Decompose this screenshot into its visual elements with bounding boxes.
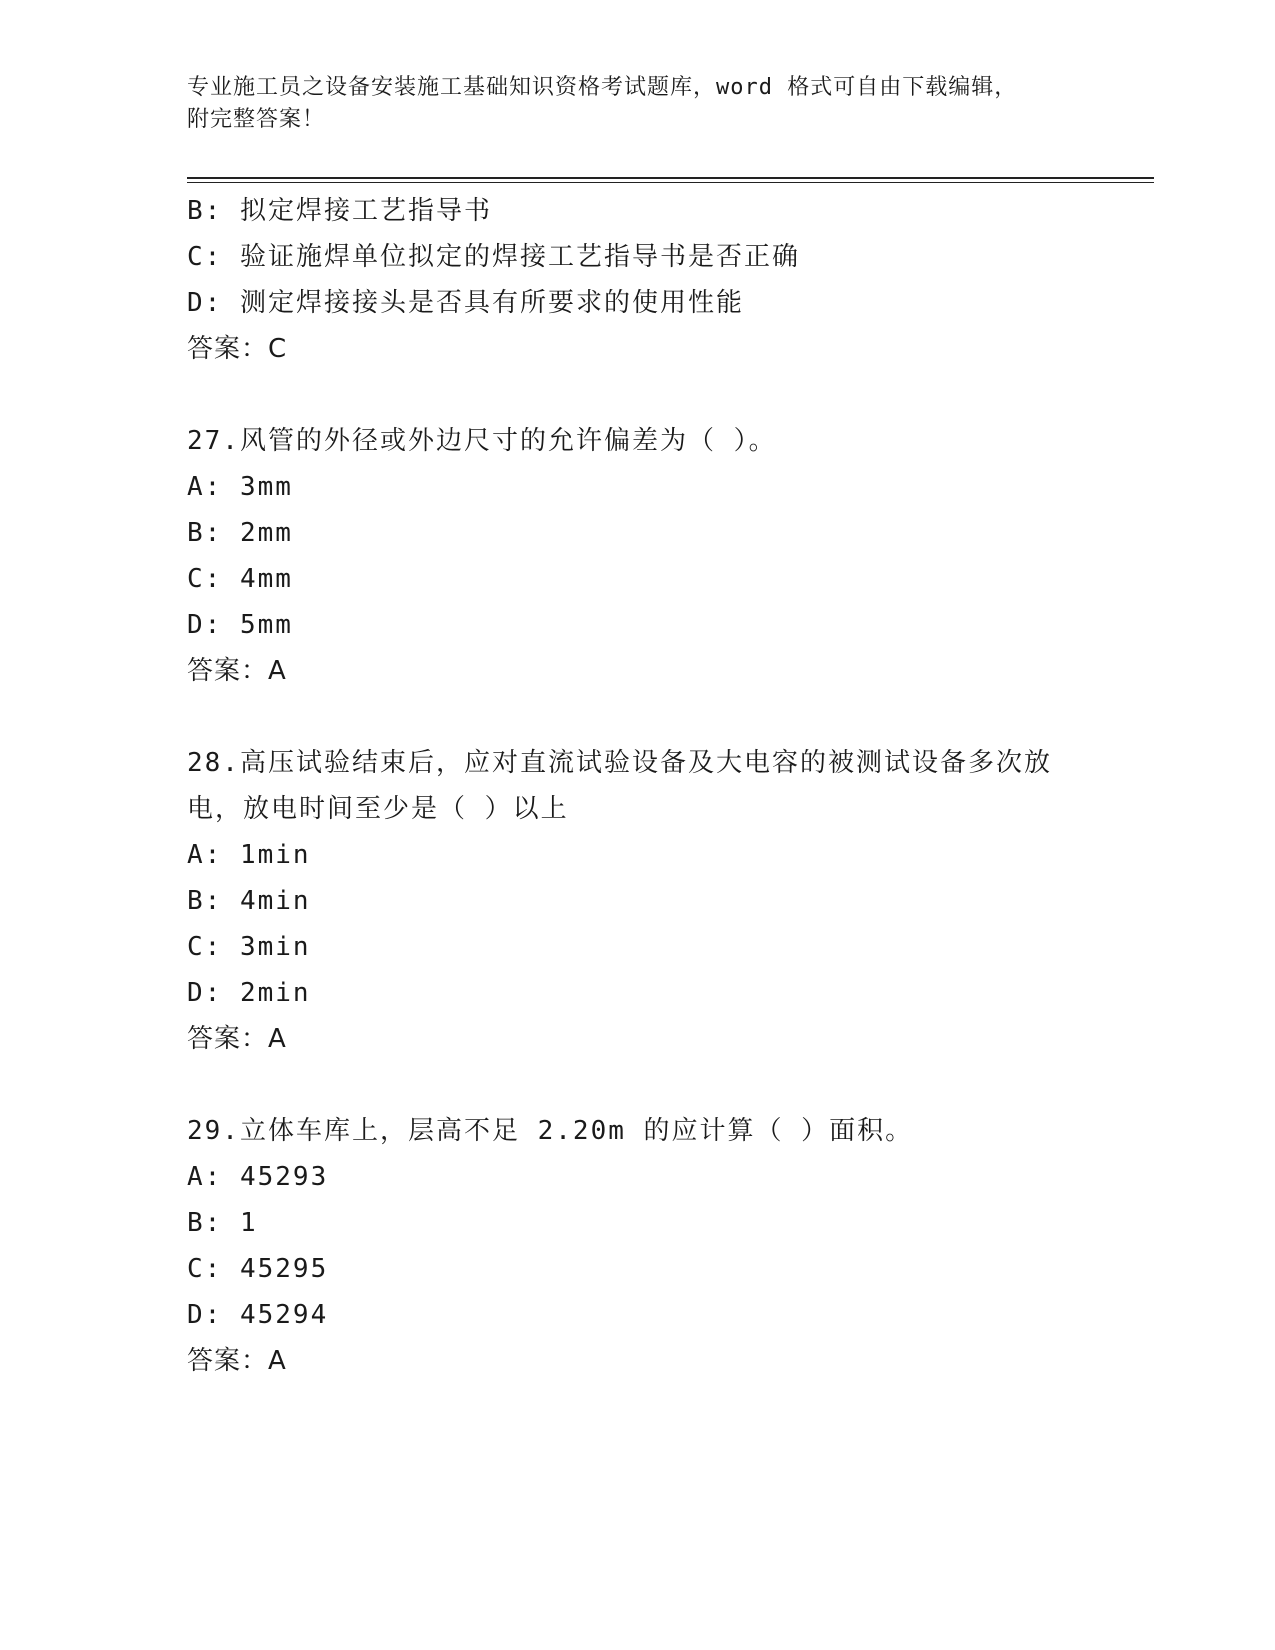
question-block-27: [187, 418, 1087, 694]
question-text: 27.风管的外径或外边尺寸的允许偏差为（ ）。: [187, 426, 777, 456]
option-b: B: 拟定焊接工艺指导书: [187, 196, 492, 226]
option-d: D: 2min: [187, 978, 311, 1008]
question-text-line-1: 28.高压试验结束后，应对直流试验设备及大电容的被测试设备多次放: [187, 748, 1052, 778]
option-c: C: 4mm: [187, 564, 293, 594]
option-b: B: 2mm: [187, 518, 293, 548]
answer-line: 答案：A: [187, 1346, 287, 1376]
question-block-29: [187, 1108, 1087, 1384]
answer-line: 答案：C: [187, 334, 288, 364]
question-list: [187, 188, 1087, 1384]
header-divider-thin: [187, 182, 1154, 183]
option-b: B: 4min: [187, 886, 311, 916]
header-line-2: 附完整答案！: [187, 107, 326, 132]
option-a: A: 3mm: [187, 472, 293, 502]
option-a: A: 1min: [187, 840, 311, 870]
option-d: D: 5mm: [187, 610, 293, 640]
header-line-1: 专业施工员之设备安装施工基础知识资格考试题库，word 格式可自由下载编辑，: [187, 75, 1018, 100]
option-b: B: 1: [187, 1208, 258, 1238]
question-text-line-2: 电，放电时间至少是（ ）以上: [187, 794, 569, 824]
option-a: A: 45293: [187, 1162, 329, 1192]
question-block-28: [187, 740, 1087, 1062]
option-c: C: 验证施焊单位拟定的焊接工艺指导书是否正确: [187, 242, 800, 272]
answer-line: 答案：A: [187, 656, 287, 686]
document-header: [187, 72, 1087, 136]
option-d: D: 45294: [187, 1300, 329, 1330]
option-c: C: 45295: [187, 1254, 329, 1284]
option-d: D: 测定焊接接头是否具有所要求的使用性能: [187, 288, 744, 318]
question-text: 29.立体车库上，层高不足 2.20m 的应计算（ ）面积。: [187, 1116, 914, 1146]
header-divider-thick: [187, 177, 1154, 179]
option-c: C: 3min: [187, 932, 311, 962]
answer-line: 答案：A: [187, 1024, 287, 1054]
question-block-partial: [187, 188, 1087, 372]
